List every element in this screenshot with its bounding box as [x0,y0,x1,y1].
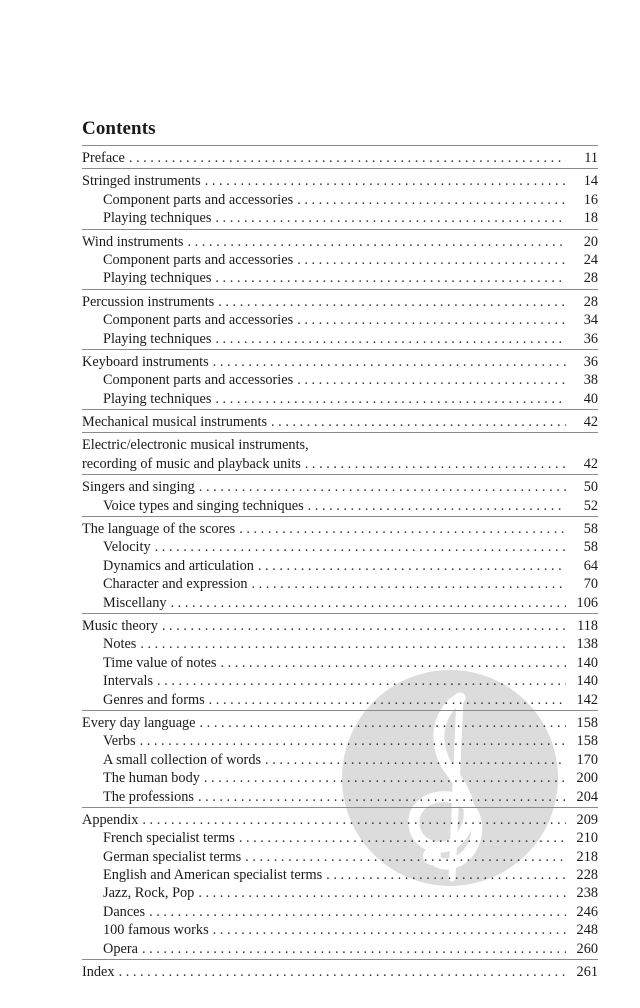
dot-leader [198,884,566,902]
toc-entry-title: Percussion instruments [82,293,215,310]
toc-entry-title: Playing techniques [103,270,212,287]
toc-page-number: 261 [576,964,598,981]
toc-entry-title: Electric/electronic musical instruments, [82,437,309,454]
toc-entry-title: The human body [103,770,200,787]
toc-entry[interactable] [82,353,598,371]
dot-leader [252,575,567,593]
toc-subentry[interactable] [82,751,598,769]
toc-subentry[interactable] [82,269,598,287]
toc-entry-title: Stringed instruments [82,173,201,190]
toc-entry-title: A small collection of words [103,751,262,768]
toc-subentry[interactable] [82,635,598,653]
toc-entry[interactable] [82,520,598,538]
toc-entry-title: Voice types and singing techniques [103,497,304,514]
dot-leader [129,149,566,167]
toc-entry-title: Character and expression [103,576,248,593]
toc-entry-title: Jazz, Rock, Pop [103,885,195,902]
dot-leader [162,617,566,635]
toc-page-number: 200 [576,770,598,787]
toc-entry[interactable] [82,617,598,635]
toc-subentry[interactable] [82,557,598,575]
dot-leader [245,848,566,866]
toc-subentry[interactable] [82,191,598,209]
toc-entry-title: 100 famous works [103,922,209,939]
dot-leader [215,330,566,348]
page-title: Contents [82,118,156,139]
dot-leader [198,788,566,806]
toc-subentry[interactable] [82,940,598,958]
toc-entry-title: Component parts and accessories [103,251,294,268]
toc-entry-title: Dynamics and articulation [103,557,254,574]
dot-leader [140,635,566,653]
toc-entry-title: Notes [103,636,137,653]
toc-page-number: 158 [576,714,598,731]
toc-entry-title: Component parts and accessories [103,372,294,389]
toc-page-number: 16 [583,191,598,208]
toc-subentry[interactable] [82,330,598,348]
toc-entry[interactable] [82,714,598,732]
toc-entry-title: Wind instruments [82,233,184,250]
toc-section [82,710,598,807]
dot-leader [213,353,566,371]
toc-entry[interactable] [82,963,598,981]
toc-page-number: 138 [576,636,598,653]
toc-page-number: 260 [576,940,598,957]
toc-page-number: 28 [583,270,598,287]
toc-page-number: 210 [576,830,598,847]
toc-page-number: 50 [583,479,598,496]
toc-entry-title: Every day language [82,714,196,731]
toc-subentry[interactable] [82,884,598,902]
dot-leader [200,714,566,732]
dot-leader [297,311,566,329]
toc-page-number: 140 [576,673,598,690]
toc-page-number: 14 [583,173,598,190]
dot-leader [271,413,566,431]
dot-leader [215,209,566,227]
dot-leader [171,594,566,612]
toc-subentry[interactable] [82,311,598,329]
toc-entry-title: Preface [82,150,125,166]
toc-page-number: 38 [583,372,598,389]
dot-leader [297,371,566,389]
toc-page-number: 58 [583,539,598,556]
toc-subentry[interactable] [82,251,598,269]
toc-page-number: 11 [584,150,598,166]
toc-section [82,349,598,409]
toc-entry-title: French specialist terms [103,830,235,847]
dot-leader [220,654,566,672]
toc-subentry[interactable] [82,594,598,612]
toc-section [82,516,598,613]
toc-entry-title: Playing techniques [103,390,212,407]
toc-page-number: 52 [583,497,598,514]
dot-leader [155,538,566,556]
toc-page-number: 142 [576,691,598,708]
toc-subentry[interactable] [82,672,598,690]
toc-entry-title: Velocity [103,539,151,556]
toc-subentry[interactable] [82,575,598,593]
toc-section [82,145,598,168]
toc-subentry[interactable] [82,371,598,389]
toc-page-number: 228 [576,867,598,884]
toc-entry-title: Keyboard instruments [82,353,209,370]
toc-section [82,229,598,289]
toc-page-number: 42 [583,455,598,472]
toc-entry-title: Verbs [103,733,136,750]
toc-subentry[interactable] [82,848,598,866]
toc-page-number: 170 [576,751,598,768]
dot-leader [209,691,566,709]
dot-leader [326,866,566,884]
toc-page-number: 118 [577,617,598,634]
toc-section [82,474,598,516]
dot-leader [157,672,566,690]
toc-section [82,613,598,710]
dot-leader [119,963,566,981]
dot-leader [297,191,566,209]
toc-entry-title: Intervals [103,673,154,690]
toc-page-number: 24 [583,251,598,268]
dot-leader [213,921,566,939]
toc-entry-title: Playing techniques [103,210,212,227]
dot-leader [204,769,566,787]
dot-leader [265,751,566,769]
toc-subentry[interactable] [82,921,598,939]
toc-section [82,432,598,474]
toc-page-number: 106 [576,594,598,611]
toc-entry-title: Playing techniques [103,330,212,347]
toc-entry[interactable] [82,413,598,431]
toc-entry-title: Dances [103,903,146,920]
toc-subentry[interactable] [82,769,598,787]
toc-subentry[interactable] [82,829,598,847]
toc-subentry[interactable] [82,654,598,672]
toc-entry[interactable] [82,455,598,473]
toc-entry-title: Appendix [82,811,139,828]
toc-section [82,289,598,349]
toc-page-number: 40 [583,390,598,407]
toc-page-number: 64 [583,557,598,574]
toc-page-number: 58 [583,521,598,538]
toc-subentry[interactable] [82,788,598,806]
toc-page-number: 18 [583,210,598,227]
dot-leader [297,251,566,269]
toc-entry-title: English and American specialist terms [103,867,323,884]
toc-subentry[interactable] [82,538,598,556]
toc-subentry[interactable] [82,497,598,515]
toc-entry[interactable] [82,436,598,454]
toc-page-number: 246 [576,903,598,920]
dot-leader [218,293,566,311]
toc-entry[interactable] [82,172,598,190]
dot-leader [239,829,566,847]
toc-page-number: 140 [576,654,598,671]
toc-section [82,409,598,432]
toc-entry[interactable] [82,233,598,251]
dot-leader [205,172,566,190]
toc-subentry[interactable] [82,866,598,884]
toc-entry-title: Singers and singing [82,479,195,496]
dot-leader [199,478,566,496]
dot-leader [215,390,566,408]
dot-leader [308,497,566,515]
toc-page-number: 70 [583,576,598,593]
toc-page-number: 36 [583,330,598,347]
toc-page-number: 238 [576,885,598,902]
toc-entry[interactable] [82,811,598,829]
toc-page-number: 158 [576,733,598,750]
dot-leader [258,557,566,575]
toc-page-number: 204 [576,788,598,805]
toc-page-number: 36 [583,353,598,370]
toc-entry-title: Mechanical musical instruments [82,414,268,431]
toc-page-number: 248 [576,922,598,939]
toc-page-number: 28 [583,293,598,310]
dot-leader [140,732,566,750]
toc-section [82,959,598,982]
toc-entry-title: Index [82,964,115,981]
toc-page-number: 209 [576,811,598,828]
toc-entry-title: Genres and forms [103,691,205,708]
toc-section [82,168,598,228]
dot-leader [215,269,566,287]
dot-leader [142,940,566,958]
toc-entry-title: German specialist terms [103,848,242,865]
toc-entry-title: Time value of notes [103,654,217,671]
toc-subentry[interactable] [82,691,598,709]
toc-subentry[interactable] [82,732,598,750]
table-of-contents [82,145,598,982]
toc-section [82,807,598,959]
toc-entry-title: Opera [103,940,138,957]
toc-entry-title: recording of music and playback units [82,455,301,472]
toc-entry[interactable] [82,149,598,167]
toc-subentry[interactable] [82,903,598,921]
toc-entry-title: Miscellany [103,594,167,611]
toc-page-number: 218 [576,848,598,865]
dot-leader [142,811,566,829]
toc-page-number: 20 [583,233,598,250]
toc-page-number: 42 [583,414,598,431]
toc-entry[interactable] [82,293,598,311]
toc-entry-title: Component parts and accessories [103,191,294,208]
toc-entry-title: Music theory [82,617,158,634]
toc-entry-title: The professions [103,788,194,805]
toc-entry[interactable] [82,478,598,496]
dot-leader [305,455,566,473]
toc-page-number: 34 [583,312,598,329]
toc-subentry[interactable] [82,390,598,408]
dot-leader [187,233,566,251]
toc-entry-title: The language of the scores [82,521,236,538]
toc-subentry[interactable] [82,209,598,227]
dot-leader [239,520,566,538]
dot-leader [149,903,566,921]
toc-entry-title: Component parts and accessories [103,312,294,329]
